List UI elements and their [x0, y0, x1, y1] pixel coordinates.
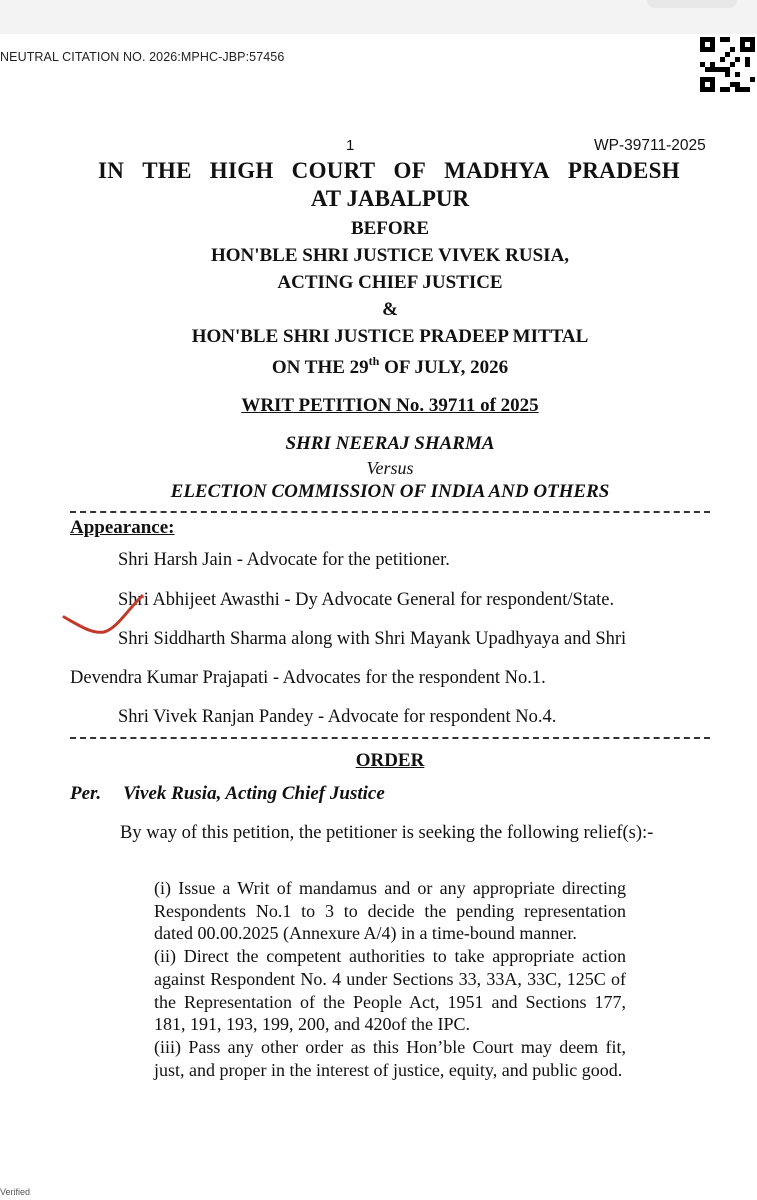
appearance-heading: Appearance: [70, 517, 175, 538]
judge-2: HON'BLE SHRI JUSTICE PRADEEP MITTAL [191, 326, 589, 347]
appearance-line: Shri Vivek Ranjan Pandey - Advocate for respondent No.4. [118, 707, 557, 727]
appearance-line: Shri Harsh Jain - Advocate for the petitioner. [118, 550, 450, 570]
ampersand: & [382, 299, 398, 320]
petitioner-name: SHRI NEERAJ SHARMA [285, 433, 495, 454]
before-label: BEFORE [350, 218, 430, 239]
judge-1-designation: ACTING CHIEF JUSTICE [277, 272, 503, 293]
respondents-name: ELECTION COMMISSION OF INDIA AND OTHERS [170, 481, 610, 502]
order-intro: By way of this petition, the petitioner is seeking the following relief(s):- [120, 823, 654, 843]
page-number: 1 [346, 137, 355, 154]
appearance-line: Shri Siddharth Sharma along with Shri Mayank Upadhyaya and Shri [118, 629, 627, 649]
bench-location: AT JABALPUR [310, 186, 470, 211]
appearance-line: Shri Abhijeet Awasthi - Dy Advocate General for respondent/State. [118, 590, 615, 610]
authored-by: Per. Vivek Rusia, Acting Chief Justice [70, 783, 385, 804]
appearance-line: Devendra Kumar Prajapati - Advocates for the respondent No.1. [70, 668, 546, 688]
neutral-citation: NEUTRAL CITATION NO. 2026:MPHC-JBP:57456 [0, 50, 285, 64]
case-title: WRIT PETITION No. 39711 of 2025 [241, 395, 539, 416]
court-name: IN THE HIGH COURT OF MADHYA PRADESH [98, 158, 680, 183]
relief-item: (ii) Direct the competent authorities to take appropriate action against Respondent No. 4 under Sections 33, 33A, 33C, 125C of the Representation of the People Act, 1951 and Sections 177, 181, 191, 193, 199, 200, and 420of the IPC. [154, 946, 626, 1035]
verified-stamp: Verified [0, 1187, 31, 1197]
case-number-header: WP-39711-2025 [594, 137, 706, 154]
versus-label: Versus [366, 458, 414, 478]
order-heading: ORDER [355, 750, 425, 771]
relief-item: (iii) Pass any other order as this Hon’ble Court may deem fit, just, and proper in the interest of justice, equity, and public good. [154, 1036, 626, 1080]
relief-item: (i) Issue a Writ of mandamus and or any appropriate directing Respondents No.1 to 3 to decide the pending representation dated 00.00.2025 (Annexure A/4) in a time-bound manner. [154, 878, 626, 944]
judge-1: HON'BLE SHRI JUSTICE VIVEK RUSIA, [210, 245, 570, 266]
order-date: ON THE 29th OF JULY, 2026 [271, 354, 509, 378]
